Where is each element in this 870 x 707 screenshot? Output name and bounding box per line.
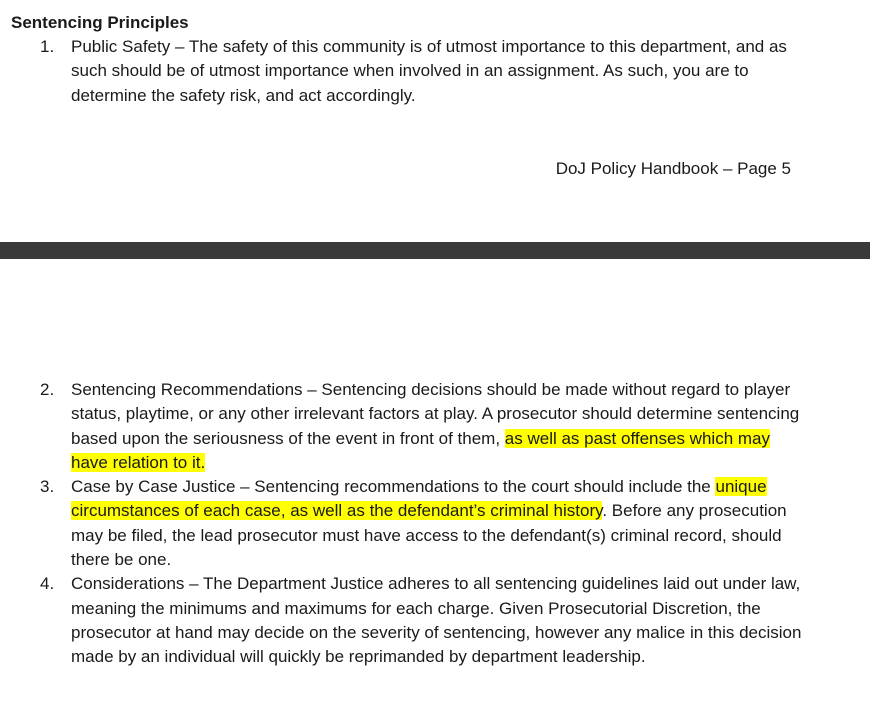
principles-list-page-5: [0, 35, 870, 108]
list-number: 2.: [40, 380, 55, 399]
list-item-public-safety: [0, 35, 870, 108]
list-item-text: Public Safety – The safety of this community is of utmost importance to this department, and as such should be of utmost importance when involved in an assignment. As such, you are to determine the safety risk, and act accordingly.: [71, 37, 787, 105]
page-break-divider: [0, 242, 870, 259]
list-item-text-continued: . Before any prosecution may be filed, the lead prosecutor must have access to the defendant(s) criminal record, should there be one.: [71, 501, 787, 570]
list-number: 1.: [40, 37, 55, 56]
list-item-sentencing-recommendations: [0, 378, 870, 475]
list-item-text: Sentencing Recommendations – Sentencing decisions should be made without regard to player status, playtime, or any other irrelevant factors at play. A prosecutor should determine sentencing based upon the seriousness of the event in front of them,: [71, 380, 800, 448]
highlighted-text: as well as past offenses which may have relation to it.: [71, 428, 770, 472]
list-number: 3.: [40, 477, 55, 497]
list-item-text: Considerations – The Department Justice adheres to all sentencing guidelines laid out under law, meaning the minimums and maximums for each charge. Given Prosecutorial Discretion, the prosecutor at hand may decide on the severity of sentencing, however any malice in this decision made by an individual will quickly be reprimanded by department leadership.: [71, 574, 802, 667]
section-heading: Sentencing Principles: [11, 13, 189, 32]
list-item-case-by-case-justice: [0, 475, 870, 572]
principles-list-page-6: [0, 378, 870, 670]
list-number: 4.: [40, 574, 55, 594]
highlighted-text: unique circumstances of each case, as well as the defendant’s criminal history: [71, 477, 767, 521]
page-footer: DoJ Policy Handbook – Page 5: [555, 159, 791, 178]
list-item-text: Case by Case Justice – Sentencing recommendations to the court should include the: [71, 477, 716, 497]
list-item-considerations: [0, 572, 870, 669]
